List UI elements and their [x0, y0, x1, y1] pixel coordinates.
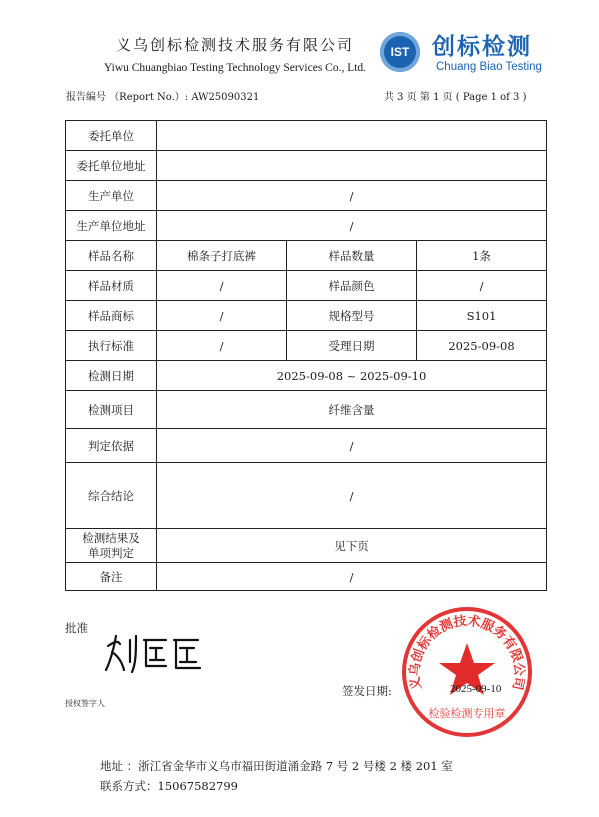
- svg-text:检验检测专用章: 检验检测专用章: [428, 707, 506, 720]
- trademark-value: /: [157, 301, 287, 331]
- received-date-label: 受理日期: [287, 331, 417, 361]
- table-row: [66, 301, 547, 331]
- company-logo: [380, 28, 555, 80]
- test-item-label: 检测项目: [66, 391, 157, 429]
- official-stamp: [400, 605, 534, 739]
- client-address-label: 委托单位地址: [66, 151, 157, 181]
- issue-date-label: 签发日期:: [342, 684, 392, 698]
- result-label-line1: 检测结果及: [82, 530, 140, 545]
- basis-value: /: [157, 429, 547, 463]
- table-row: [66, 463, 547, 529]
- received-date-value: 2025-09-08: [417, 331, 547, 361]
- remark-label: 备注: [66, 563, 157, 591]
- issue-date-value: 2025-09-10: [450, 683, 502, 695]
- manufacturer-label: 生产单位: [66, 181, 157, 211]
- table-row: [66, 151, 547, 181]
- material-label: 样品材质: [66, 271, 157, 301]
- test-date-label: 检测日期: [66, 361, 157, 391]
- remark-value: /: [157, 563, 547, 591]
- signer-label: 授权签字人: [65, 699, 105, 708]
- logo-badge-icon: IST: [380, 32, 420, 72]
- svg-text:义乌创标检测技术服务有限公司: 义乌创标检测技术服务有限公司: [407, 613, 527, 692]
- table-row: [66, 241, 547, 271]
- trademark-label: 样品商标: [66, 301, 157, 331]
- client-label: 委托单位: [66, 121, 157, 151]
- table-row: [66, 529, 547, 563]
- sample-qty-label: 样品数量: [287, 241, 417, 271]
- handwritten-signature: [104, 632, 204, 676]
- company-name-en: Yiwu Chuangbiao Testing Technology Services Co., Ltd.: [103, 62, 367, 74]
- logo-text-cn: 创标检测: [432, 34, 532, 60]
- result-label-line2: 单项判定: [88, 545, 134, 560]
- table-row: [66, 331, 547, 361]
- page-info: 共 3 页 第 1 页 ( Page 1 of 3 ): [384, 92, 527, 103]
- table-row: [66, 429, 547, 463]
- address-line: 地址 ：浙江省金华市义乌市福田街道涌金路 7 号 2 号楼 2 楼 201 室: [100, 759, 453, 773]
- test-item-value: 纤维含量: [157, 391, 547, 429]
- basis-label: 判定依据: [66, 429, 157, 463]
- result-label: [66, 529, 157, 563]
- contact-line: 联系方式：15067582799: [100, 779, 238, 793]
- conclusion-label: 综合结论: [66, 463, 157, 529]
- client-value: [157, 121, 547, 151]
- model-label: 规格型号: [287, 301, 417, 331]
- conclusion-value: /: [157, 463, 547, 529]
- sample-name-label: 样品名称: [66, 241, 157, 271]
- model-value: S101: [417, 301, 547, 331]
- table-row: [66, 563, 547, 591]
- table-row: [66, 181, 547, 211]
- table-row: [66, 271, 547, 301]
- table-row: [66, 211, 547, 241]
- test-date-value: 2025-09-08 ~ 2025-09-10: [157, 361, 547, 391]
- standard-label: 执行标准: [66, 331, 157, 361]
- standard-value: /: [157, 331, 287, 361]
- client-address-value: [157, 151, 547, 181]
- sample-qty-value: 1条: [417, 241, 547, 271]
- table-row: [66, 391, 547, 429]
- table-row: [66, 361, 547, 391]
- report-number: 报告编号 （Report No.）: AW25090321: [66, 92, 260, 103]
- logo-text-en: Chuang Biao Testing: [436, 61, 542, 73]
- sample-name-value: 棉条子打底裤: [157, 241, 287, 271]
- company-name-cn: 义乌创标检测技术服务有限公司: [115, 36, 354, 54]
- table-row: [66, 121, 547, 151]
- result-value: 见下页: [157, 529, 547, 563]
- approve-label: 批准: [65, 621, 88, 635]
- color-value: /: [417, 271, 547, 301]
- material-value: /: [157, 271, 287, 301]
- manufacturer-address-value: /: [157, 211, 547, 241]
- color-label: 样品颜色: [287, 271, 417, 301]
- manufacturer-address-label: 生产单位地址: [66, 211, 157, 241]
- manufacturer-value: /: [157, 181, 547, 211]
- report-info-table: [65, 120, 547, 591]
